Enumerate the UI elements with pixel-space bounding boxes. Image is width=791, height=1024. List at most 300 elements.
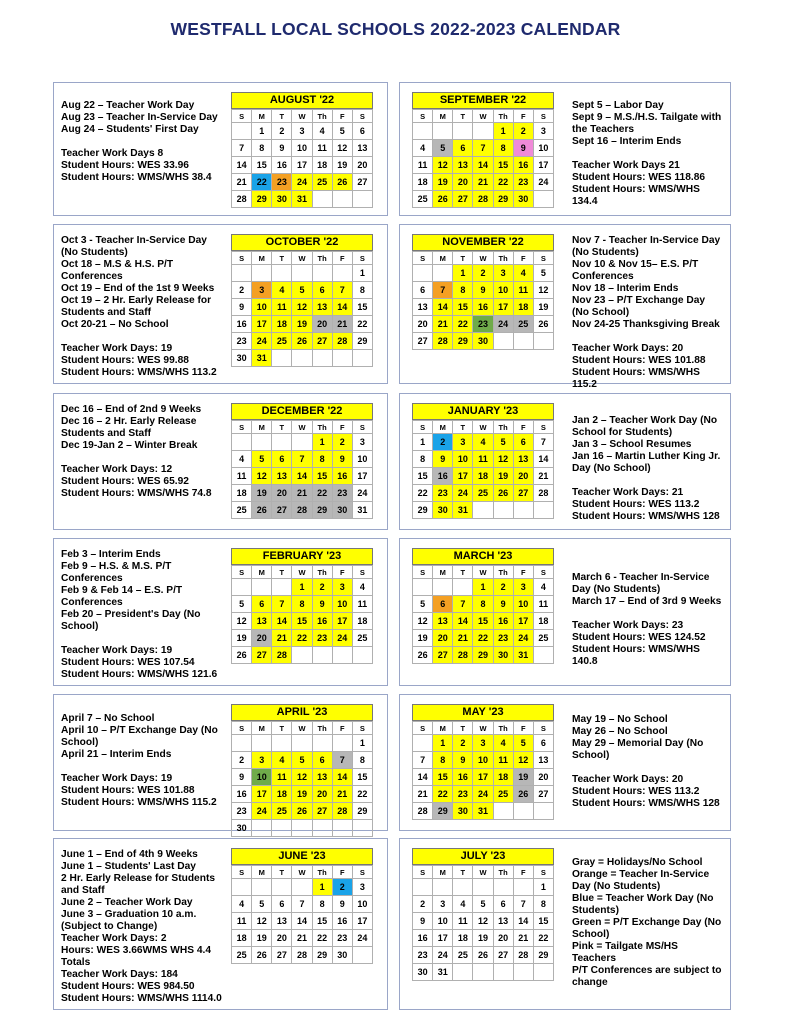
weekday-header: T	[453, 566, 473, 579]
day-cell: 2	[332, 879, 352, 896]
day-cell: 29	[433, 803, 453, 820]
day-cell: 13	[312, 769, 332, 786]
day-cell: 18	[352, 613, 372, 630]
day-cell: 9	[312, 596, 332, 613]
day-cell: 29	[493, 191, 513, 208]
day-cell: 10	[433, 913, 453, 930]
day-cell	[252, 735, 272, 752]
week-row	[232, 820, 373, 837]
day-cell: 21	[453, 630, 473, 647]
day-cell: 1	[352, 735, 372, 752]
weekday-header: W	[292, 110, 312, 123]
weekday-header: F	[513, 722, 533, 735]
day-cell: 26	[232, 647, 252, 664]
day-cell	[312, 350, 332, 367]
day-cell	[352, 947, 372, 964]
day-cell: 13	[272, 468, 292, 485]
day-cell	[292, 265, 312, 282]
day-cell: 4	[533, 579, 553, 596]
day-cell: 30	[332, 502, 352, 519]
weekday-header: S	[232, 866, 252, 879]
day-cell: 7	[292, 896, 312, 913]
day-cell: 11	[493, 752, 513, 769]
day-cell: 18	[493, 769, 513, 786]
day-cell: 3	[473, 735, 493, 752]
day-cell: 11	[272, 299, 292, 316]
weekday-header: Th	[312, 421, 332, 434]
weekday-header: Th	[312, 866, 332, 879]
day-cell: 22	[453, 316, 473, 333]
day-cell: 3	[352, 434, 372, 451]
month-title: NOVEMBER '22	[412, 234, 554, 251]
day-cell: 15	[252, 157, 272, 174]
day-cell: 22	[352, 316, 372, 333]
day-cell: 12	[473, 913, 493, 930]
weekday-header: T	[272, 110, 292, 123]
day-cell: 15	[312, 913, 332, 930]
day-cell: 24	[533, 174, 553, 191]
day-cell: 26	[252, 947, 272, 964]
day-cell: 5	[533, 265, 553, 282]
day-cell	[272, 579, 292, 596]
day-cell: 3	[332, 579, 352, 596]
day-cell: 1	[292, 579, 312, 596]
day-cell: 28	[533, 485, 553, 502]
month-notes: Jan 2 – Teacher Work Day (No School for Students) Jan 3 – School Resumes Jan 16 – Martin Luther King Jr. Day (No School) Teacher Work Days: 21 Student Hours: WES 113.2 Student Hours: WMS/WHS 128	[572, 415, 721, 522]
week-row	[413, 316, 554, 333]
month-box	[53, 538, 388, 686]
day-cell: 31	[453, 502, 473, 519]
day-cell: 23	[473, 316, 493, 333]
day-cell: 2	[513, 123, 533, 140]
day-cell: 26	[433, 191, 453, 208]
day-cell: 27	[252, 647, 272, 664]
weekday-header: S	[533, 252, 553, 265]
day-cell: 4	[232, 451, 252, 468]
day-cell: 16	[232, 316, 252, 333]
day-cell	[513, 964, 533, 981]
weekday-header: T	[453, 110, 473, 123]
day-cell	[332, 350, 352, 367]
month-title: AUGUST '22	[231, 92, 373, 109]
day-cell	[292, 350, 312, 367]
day-cell: 2	[272, 123, 292, 140]
week-row	[413, 647, 554, 664]
day-cell: 14	[453, 613, 473, 630]
day-cell: 19	[473, 930, 493, 947]
week-row	[232, 174, 373, 191]
day-cell: 16	[433, 468, 453, 485]
month-table	[412, 109, 554, 208]
day-cell	[433, 265, 453, 282]
day-cell: 8	[533, 896, 553, 913]
weekday-header: F	[332, 110, 352, 123]
day-cell: 21	[292, 930, 312, 947]
day-cell: 19	[413, 630, 433, 647]
day-cell	[292, 879, 312, 896]
day-cell: 8	[473, 596, 493, 613]
month-notes: June 1 – End of 4th 9 Weeks June 1 – Students' Last Day 2 Hr. Early Release for Students and Staff June 2 – Teacher Work Day June 3 – Graduation 10 a.m. (Subject to Change) Teacher Work Days: 2 Hours: WES 3.66WMS WHS 4.4 Totals Teacher Work Days: 184 Student Hours: WES 984.50 Student Hours: WMS/WHS 1114.0	[61, 849, 222, 1004]
day-cell: 15	[352, 299, 372, 316]
day-cell: 18	[272, 786, 292, 803]
day-cell: 6	[453, 140, 473, 157]
month-table	[231, 251, 373, 367]
day-cell: 31	[433, 964, 453, 981]
day-cell: 26	[252, 502, 272, 519]
weekday-header: M	[433, 722, 453, 735]
day-cell: 21	[332, 786, 352, 803]
day-cell: 13	[453, 157, 473, 174]
week-row	[232, 316, 373, 333]
week-row	[232, 896, 373, 913]
day-cell	[533, 647, 553, 664]
day-cell: 8	[252, 140, 272, 157]
day-cell	[292, 434, 312, 451]
day-cell: 8	[292, 596, 312, 613]
day-cell: 20	[413, 316, 433, 333]
day-cell: 25	[513, 316, 533, 333]
day-cell: 30	[493, 647, 513, 664]
day-cell: 1	[413, 434, 433, 451]
day-cell: 29	[533, 947, 553, 964]
weekday-header: F	[332, 722, 352, 735]
weekday-header: M	[252, 722, 272, 735]
day-cell: 5	[232, 596, 252, 613]
day-cell: 5	[252, 896, 272, 913]
day-cell	[272, 434, 292, 451]
day-cell: 23	[332, 485, 352, 502]
weekday-header: W	[473, 722, 493, 735]
day-cell	[352, 350, 372, 367]
day-cell	[232, 879, 252, 896]
day-cell: 17	[533, 157, 553, 174]
weekday-header: S	[352, 722, 372, 735]
day-cell: 16	[413, 930, 433, 947]
day-cell: 10	[493, 282, 513, 299]
day-cell: 16	[232, 786, 252, 803]
week-row	[232, 282, 373, 299]
day-cell: 25	[473, 485, 493, 502]
weekday-header: S	[413, 421, 433, 434]
day-cell	[413, 265, 433, 282]
day-cell: 19	[533, 299, 553, 316]
day-cell: 13	[493, 913, 513, 930]
day-cell: 29	[453, 333, 473, 350]
day-cell	[332, 265, 352, 282]
weekday-header: F	[513, 110, 533, 123]
weekday-header: S	[533, 722, 553, 735]
weekday-header: F	[332, 421, 352, 434]
day-cell: 4	[413, 140, 433, 157]
day-cell: 7	[513, 896, 533, 913]
day-cell: 10	[252, 769, 272, 786]
month-calendar	[412, 848, 554, 981]
week-row	[413, 123, 554, 140]
day-cell: 9	[413, 913, 433, 930]
week-row	[232, 735, 373, 752]
day-cell: 5	[252, 451, 272, 468]
day-cell: 14	[272, 613, 292, 630]
day-cell: 29	[312, 947, 332, 964]
day-cell: 14	[232, 157, 252, 174]
day-cell: 17	[332, 613, 352, 630]
day-cell: 9	[332, 896, 352, 913]
week-row	[413, 803, 554, 820]
day-cell: 24	[513, 630, 533, 647]
day-cell: 11	[473, 451, 493, 468]
day-cell: 17	[352, 468, 372, 485]
weekday-header: S	[413, 566, 433, 579]
month-notes: Aug 22 – Teacher Work Day Aug 23 – Teacher In-Service Day Aug 24 – Students' First Day Teacher Work Days 8 Student Hours: WES 33.96 Student Hours: WMS/WHS 38.4	[61, 100, 218, 183]
day-cell: 7	[473, 140, 493, 157]
day-cell: 7	[232, 140, 252, 157]
day-cell: 10	[533, 140, 553, 157]
weekday-header: M	[252, 566, 272, 579]
day-cell: 16	[513, 157, 533, 174]
week-row	[413, 769, 554, 786]
day-cell: 13	[272, 913, 292, 930]
weekday-header: S	[352, 252, 372, 265]
day-cell: 26	[493, 485, 513, 502]
day-cell: 10	[473, 752, 493, 769]
day-cell: 30	[232, 350, 252, 367]
day-cell: 23	[232, 803, 252, 820]
month-title: JULY '23	[412, 848, 554, 865]
weekday-header: F	[332, 566, 352, 579]
day-cell: 26	[513, 786, 533, 803]
day-cell: 22	[312, 485, 332, 502]
day-cell: 14	[332, 769, 352, 786]
weekday-header: W	[473, 566, 493, 579]
day-cell: 15	[533, 913, 553, 930]
month-table	[231, 109, 373, 208]
day-cell: 8	[493, 140, 513, 157]
day-cell: 28	[332, 333, 352, 350]
week-row	[413, 913, 554, 930]
day-cell	[292, 735, 312, 752]
day-cell	[453, 123, 473, 140]
day-cell: 31	[513, 647, 533, 664]
day-cell: 6	[352, 123, 372, 140]
month-table	[412, 721, 554, 820]
day-cell	[533, 333, 553, 350]
day-cell: 2	[312, 579, 332, 596]
weekday-header: W	[292, 866, 312, 879]
weekday-header: S	[533, 566, 553, 579]
month-table	[412, 565, 554, 664]
day-cell: 10	[332, 596, 352, 613]
weekday-header: Th	[493, 566, 513, 579]
weekday-header: T	[453, 421, 473, 434]
week-row	[232, 485, 373, 502]
day-cell: 14	[433, 299, 453, 316]
weekday-header: T	[272, 722, 292, 735]
day-cell: 12	[533, 282, 553, 299]
day-cell: 27	[312, 333, 332, 350]
day-cell: 3	[292, 123, 312, 140]
day-cell	[332, 820, 352, 837]
weekday-header: S	[413, 722, 433, 735]
weekday-header: W	[473, 110, 493, 123]
day-cell: 30	[332, 947, 352, 964]
day-cell: 29	[473, 647, 493, 664]
day-cell: 18	[533, 613, 553, 630]
week-row	[232, 930, 373, 947]
day-cell	[352, 647, 372, 664]
day-cell: 20	[272, 485, 292, 502]
day-cell: 9	[272, 140, 292, 157]
weekday-header: S	[352, 421, 372, 434]
day-cell: 11	[513, 282, 533, 299]
day-cell: 20	[433, 630, 453, 647]
day-cell: 8	[413, 451, 433, 468]
day-cell: 4	[352, 579, 372, 596]
month-box	[53, 838, 388, 1010]
day-cell: 22	[252, 174, 272, 191]
month-table	[231, 420, 373, 519]
month-notes: Oct 3 - Teacher In-Service Day (No Students) Oct 18 – M.S & H.S. P/T Conferences Oct 19 – End of the 1st 9 Weeks Oct 19 – 2 Hr. Early Release for Students and Staff Oct 20-21 – No School Teacher Work Days: 19 Student Hours: WES 99.88 Student Hours: WMS/WHS 113.2	[61, 235, 217, 378]
week-row	[232, 502, 373, 519]
day-cell: 12	[292, 769, 312, 786]
day-cell: 25	[352, 630, 372, 647]
day-cell: 4	[493, 735, 513, 752]
day-cell: 20	[312, 316, 332, 333]
day-cell: 25	[413, 191, 433, 208]
day-cell: 28	[232, 191, 252, 208]
day-cell: 9	[473, 282, 493, 299]
day-cell: 25	[493, 786, 513, 803]
day-cell: 11	[232, 913, 252, 930]
week-row	[232, 769, 373, 786]
weekday-header: F	[513, 421, 533, 434]
week-row	[413, 786, 554, 803]
day-cell: 3	[453, 434, 473, 451]
day-cell: 3	[493, 265, 513, 282]
month-title: DECEMBER '22	[231, 403, 373, 420]
month-box	[399, 393, 731, 530]
month-table	[412, 865, 554, 981]
day-cell	[493, 964, 513, 981]
weekday-header: F	[513, 566, 533, 579]
day-cell: 11	[533, 596, 553, 613]
day-cell: 12	[433, 157, 453, 174]
day-cell	[413, 579, 433, 596]
week-row	[232, 350, 373, 367]
day-cell: 17	[252, 786, 272, 803]
day-cell: 28	[433, 333, 453, 350]
week-row	[413, 485, 554, 502]
day-cell: 15	[493, 157, 513, 174]
day-cell: 6	[433, 596, 453, 613]
day-cell: 2	[473, 265, 493, 282]
month-notes: Gray = Holidays/No School Orange = Teacher In-Service Day (No Students) Blue = Teacher Work Day (No Students) Green = P/T Exchange Day (No School) Pink = Tailgate MS/HS Teachers P/T Conferences are subject to change	[572, 857, 722, 988]
day-cell: 28	[332, 803, 352, 820]
day-cell: 10	[513, 596, 533, 613]
day-cell: 15	[312, 468, 332, 485]
day-cell: 9	[493, 596, 513, 613]
day-cell: 5	[513, 735, 533, 752]
week-row	[413, 299, 554, 316]
day-cell: 27	[453, 191, 473, 208]
day-cell	[332, 735, 352, 752]
day-cell: 12	[292, 299, 312, 316]
weekday-header: S	[352, 866, 372, 879]
day-cell: 5	[473, 896, 493, 913]
weekday-header: W	[473, 866, 493, 879]
month-title: SEPTEMBER '22	[412, 92, 554, 109]
month-calendar	[412, 403, 554, 519]
day-cell: 17	[292, 157, 312, 174]
day-cell	[312, 735, 332, 752]
day-cell	[352, 191, 372, 208]
day-cell	[533, 191, 553, 208]
day-cell: 17	[352, 913, 372, 930]
weekday-header: Th	[312, 110, 332, 123]
month-notes: Nov 7 - Teacher In-Service Day (No Students) Nov 10 & Nov 15– E.S. P/T Conferences Nov 18 – Interim Ends Nov 23 – P/T Exchange Day (No School) Nov 24-25 Thanksgiving Break Teacher Work Days: 20 Student Hours: WES 101.88 Student Hours: WMS/WHS 115.2	[572, 235, 721, 390]
week-row	[413, 735, 554, 752]
day-cell: 6	[413, 282, 433, 299]
day-cell: 8	[433, 752, 453, 769]
week-row	[232, 191, 373, 208]
weekday-header: W	[473, 252, 493, 265]
month-calendar	[231, 234, 373, 367]
day-cell: 30	[232, 820, 252, 837]
day-cell: 13	[312, 299, 332, 316]
day-cell: 24	[352, 485, 372, 502]
day-cell: 9	[232, 299, 252, 316]
weekday-header: W	[292, 566, 312, 579]
day-cell: 1	[312, 434, 332, 451]
page-title: WESTFALL LOCAL SCHOOLS 2022-2023 CALENDAR	[170, 19, 621, 39]
week-row	[413, 613, 554, 630]
day-cell	[272, 350, 292, 367]
weekday-header: F	[513, 866, 533, 879]
month-title: FEBRUARY '23	[231, 548, 373, 565]
day-cell	[453, 879, 473, 896]
month-table	[231, 721, 373, 837]
day-cell	[252, 579, 272, 596]
day-cell	[272, 879, 292, 896]
day-cell: 18	[232, 930, 252, 947]
day-cell	[533, 964, 553, 981]
month-notes: April 7 – No School April 10 – P/T Exchange Day (No School) April 21 – Interim Ends Teacher Work Days: 19 Student Hours: WES 101.88 Student Hours: WMS/WHS 115.2	[61, 713, 218, 808]
week-row	[413, 282, 554, 299]
day-cell: 22	[493, 174, 513, 191]
month-calendar	[412, 234, 554, 350]
weekday-header: W	[292, 722, 312, 735]
day-cell: 27	[433, 647, 453, 664]
day-cell: 19	[292, 786, 312, 803]
weekday-header: T	[453, 252, 473, 265]
day-cell	[352, 820, 372, 837]
month-box	[53, 224, 388, 384]
day-cell: 25	[232, 947, 252, 964]
weekday-header: S	[533, 110, 553, 123]
week-row	[413, 157, 554, 174]
day-cell: 22	[292, 630, 312, 647]
day-cell: 23	[232, 333, 252, 350]
week-row	[413, 451, 554, 468]
week-row	[413, 191, 554, 208]
day-cell: 23	[332, 930, 352, 947]
day-cell: 5	[292, 282, 312, 299]
day-cell: 19	[513, 769, 533, 786]
weekday-header: W	[292, 421, 312, 434]
day-cell: 7	[332, 752, 352, 769]
day-cell: 4	[453, 896, 473, 913]
day-cell: 15	[473, 613, 493, 630]
weekday-header: W	[473, 421, 493, 434]
